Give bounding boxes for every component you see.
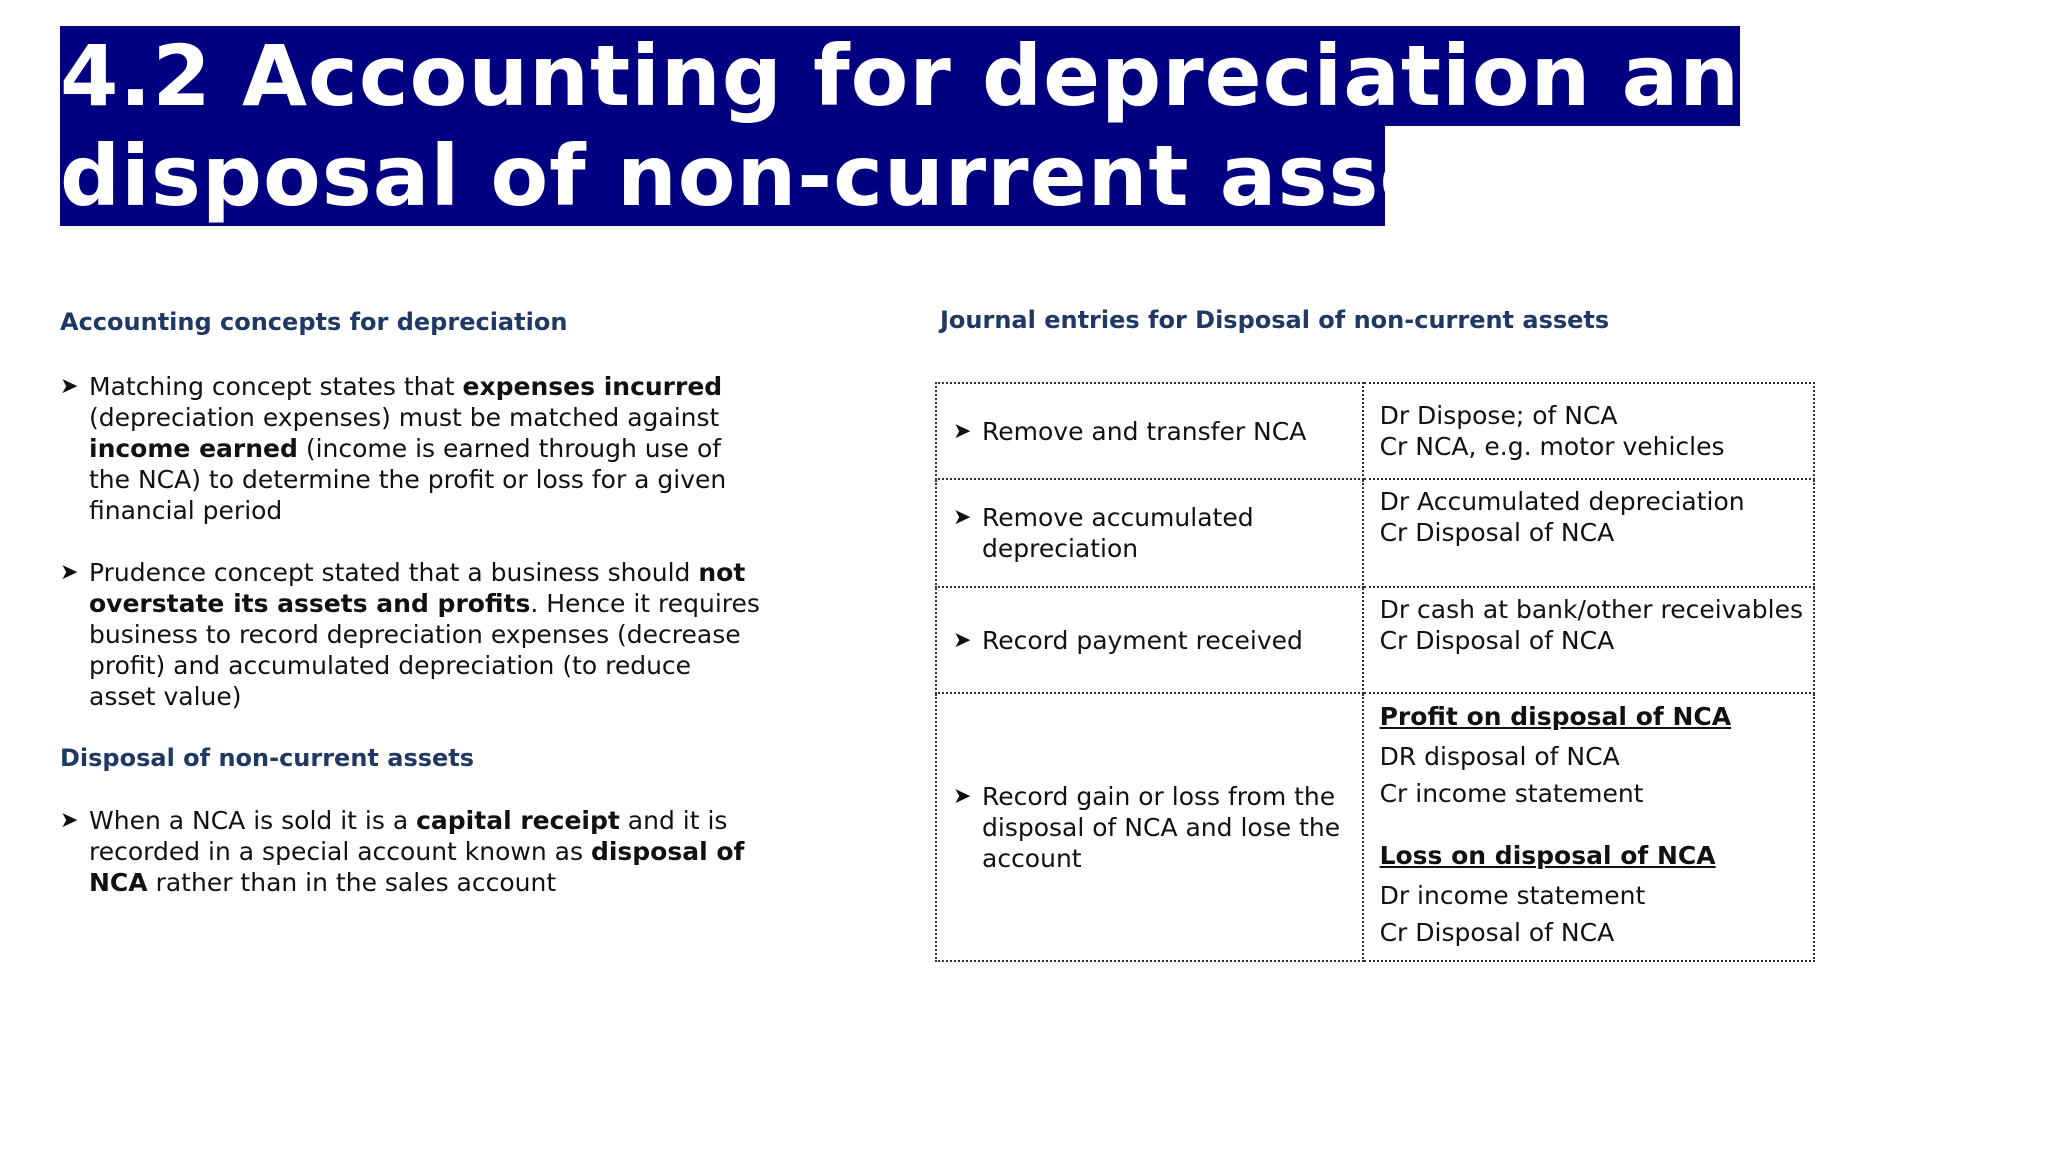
journal-entries-table [935, 382, 1815, 962]
entry-line: Cr Disposal of NCA [1379, 518, 1615, 547]
entry-line: Cr Disposal of NCA [1379, 918, 1615, 947]
matching-concept-item [60, 371, 760, 526]
entry-cell [1363, 587, 1814, 693]
step-label: Record gain or loss from the disposal of NCA and lose the account [982, 781, 1341, 873]
step-label: Record payment received [982, 625, 1303, 655]
entry-line: DR disposal of NCA [1379, 742, 1620, 771]
prudence-concept-item [60, 557, 760, 712]
arrow-bullet-icon: ➤ [60, 374, 79, 399]
prudence-text-b: not overstate its assets and profits [89, 558, 746, 618]
slide-title [60, 26, 1802, 226]
table-row [936, 587, 1814, 693]
step-label: Remove accumulated depreciation [982, 503, 1254, 563]
step-cell [936, 479, 1363, 587]
matching-text-c: (depreciation expenses) must be matched against [89, 403, 720, 432]
disposal-list [60, 805, 760, 898]
slide-title-line-2: disposal of non-current assets [60, 127, 1530, 225]
entry-cell [1363, 383, 1814, 479]
arrow-bullet-icon: ➤ [953, 505, 972, 530]
step-cell [936, 693, 1363, 961]
disposal-item [60, 805, 760, 898]
entry-line: Cr Disposal of NCA [1379, 626, 1615, 655]
table-row [936, 479, 1814, 587]
journal-heading: Journal entries for Disposal of non-current assets [940, 306, 1610, 334]
disposal-text-c: and it is recorded in a special account known as [89, 806, 728, 866]
slide-title-line-1: 4.2 Accounting for depreciation and [60, 27, 1802, 125]
disposal-text-a: When a NCA is sold it is a [89, 806, 417, 835]
loss-heading: Loss on disposal of NCA [1379, 841, 1716, 870]
entry-cell [1363, 479, 1814, 587]
entry-line: Dr cash at bank/other receivables [1379, 595, 1803, 624]
entry-line: Dr income statement [1379, 881, 1646, 910]
matching-text-e: (income is earned through use of the NCA) to determine the profit or loss for a given financial period [89, 434, 727, 525]
prudence-text-a: Prudence concept stated that a business should [89, 558, 699, 587]
disposal-text-e: rather than in the sales account [147, 868, 557, 897]
prudence-text-c: . Hence it requires business to record depreciation expenses (decrease profit) and accumulated depreciation (to reduce asset value) [89, 589, 760, 711]
step-cell [936, 383, 1363, 479]
concepts-heading: Accounting concepts for depreciation [60, 308, 568, 336]
disposal-heading: Disposal of non-current assets [60, 744, 475, 772]
step-cell [936, 587, 1363, 693]
profit-heading: Profit on disposal of NCA [1379, 702, 1732, 731]
entry-line: Dr Accumulated depreciation [1379, 487, 1745, 516]
disposal-text-d: disposal of NCA [89, 837, 745, 897]
arrow-bullet-icon: ➤ [953, 627, 972, 653]
matching-text-d: income earned [89, 434, 298, 463]
table-row [936, 693, 1814, 961]
matching-text-a: Matching concept states that [89, 372, 463, 401]
arrow-bullet-icon: ➤ [953, 783, 972, 809]
entry-line: Dr Dispose; of NCA [1379, 401, 1618, 430]
entry-line: Cr NCA, e.g. motor vehicles [1379, 432, 1725, 461]
concepts-list [60, 371, 760, 712]
arrow-bullet-icon: ➤ [953, 418, 972, 444]
disposal-text-b: capital receipt [416, 806, 620, 835]
table-row [936, 383, 1814, 479]
entry-line: Cr income statement [1379, 779, 1644, 808]
arrow-bullet-icon: ➤ [60, 560, 79, 585]
step-label: Remove and transfer NCA [982, 416, 1307, 446]
arrow-bullet-icon: ➤ [60, 808, 79, 833]
matching-text-b: expenses incurred [462, 372, 723, 401]
entry-cell [1363, 693, 1814, 961]
